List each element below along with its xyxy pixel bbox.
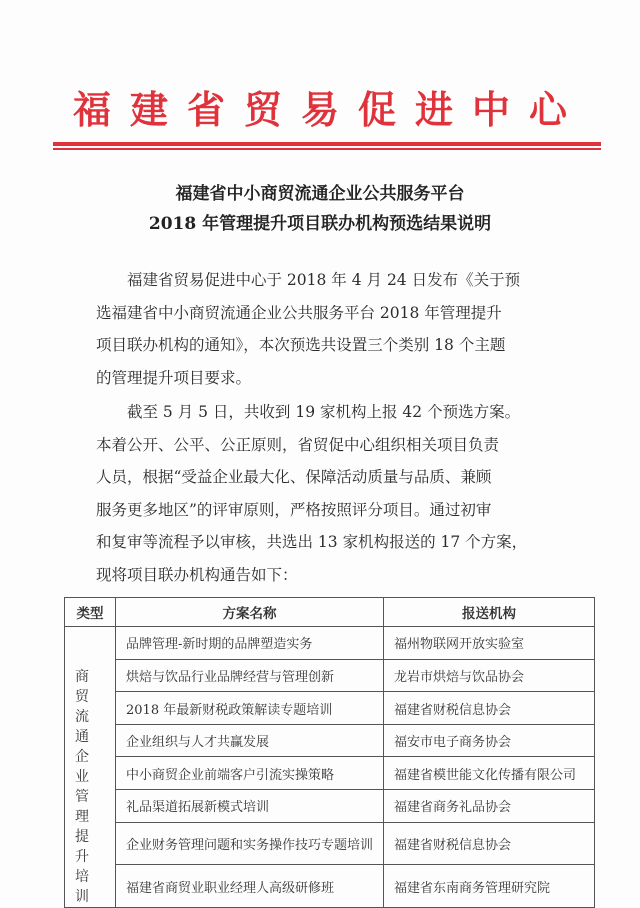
letterhead-rule-thick xyxy=(53,142,601,146)
document-title-line-2: 2018 年管理提升项目联办机构预选结果说明 xyxy=(148,214,492,234)
category-cell: 商贸流通企业管理提升培训 xyxy=(65,627,116,908)
plan-name-cell: 企业组织与人才共赢发展 xyxy=(116,724,384,757)
paragraph-line: 现将项目联办机构通告如下： xyxy=(96,565,298,584)
organization-cell: 福建省商务礼品协会 xyxy=(384,790,595,823)
paragraph-announcement xyxy=(96,264,566,394)
plan-name-cell: 企业财务管理问题和实务操作技巧专题培训 xyxy=(116,822,384,865)
table-header-row xyxy=(65,598,595,627)
header-organization: 报送机构 xyxy=(384,598,595,627)
paragraph-line: 本着公开、公平、公正原则，省贸促中心组织相关项目负责 xyxy=(96,435,500,454)
organization-cell: 福建省模世能文化传播有限公司 xyxy=(384,757,595,790)
organization-cell: 福建省东南商务管理研究院 xyxy=(384,865,595,908)
organization-cell: 福建省财税信息协会 xyxy=(384,692,595,725)
plan-name-cell: 烘焙与饮品行业品牌经营与管理创新 xyxy=(116,659,384,692)
table-row xyxy=(65,790,595,823)
letterhead-title: 福建省贸易促进中心 xyxy=(72,87,586,132)
table-row xyxy=(65,757,595,790)
document-title-line-1: 福建省中小商贸流通企业公共服务平台 xyxy=(175,184,465,204)
paragraph-review-process xyxy=(96,396,566,591)
table-row xyxy=(65,692,595,725)
paragraph-line: 选福建省中小商贸流通企业公共服务平台 2018 年管理提升 xyxy=(96,303,502,322)
results-table xyxy=(64,597,595,908)
paragraph-line: 福建省贸易促进中心于 2018 年 4 月 24 日发布《关于预 xyxy=(127,271,521,289)
paragraph-line: 人员，根据“受益企业最大化、保障活动质量与品质、兼顾 xyxy=(96,468,492,486)
table-row xyxy=(65,659,595,692)
organization-cell: 福安市电子商务协会 xyxy=(384,724,595,757)
table-row xyxy=(65,627,595,660)
table-row xyxy=(65,822,595,865)
paragraph-line: 服务更多地区”的评审原则，严格按照评分项目。通过初审 xyxy=(96,500,492,519)
plan-name-cell: 中小商贸企业前端客户引流实操策略 xyxy=(116,757,384,790)
plan-name-cell: 2018 年最新财税政策解读专题培训 xyxy=(116,692,384,725)
header-type: 类型 xyxy=(65,598,116,627)
header-plan-name: 方案名称 xyxy=(116,598,384,627)
organization-cell: 龙岩市烘焙与饮品协会 xyxy=(384,659,595,692)
letterhead-rule-thin xyxy=(53,148,601,150)
plan-name-cell: 礼品渠道拓展新模式培训 xyxy=(116,790,384,823)
plan-name-cell: 福建省商贸业职业经理人高级研修班 xyxy=(116,865,384,908)
paragraph-line: 项目联办机构的通知》，本次预选共设置三个类别 18 个主题 xyxy=(96,336,506,354)
table-row xyxy=(65,865,595,908)
organization-cell: 福州物联网开放实验室 xyxy=(384,627,595,660)
plan-name-cell: 品牌管理-新时期的品牌塑造实务 xyxy=(116,627,384,660)
paragraph-line: 的管理提升项目要求。 xyxy=(96,368,252,387)
organization-cell: 福建省财税信息协会 xyxy=(384,822,595,865)
paragraph-line: 截至 5 月 5 日，共收到 19 家机构上报 42 个预选方案。 xyxy=(127,403,521,421)
paragraph-line: 和复审等流程予以审核，共选出 13 家机构报送的 17 个方案， xyxy=(96,533,528,551)
table-row xyxy=(65,724,595,757)
